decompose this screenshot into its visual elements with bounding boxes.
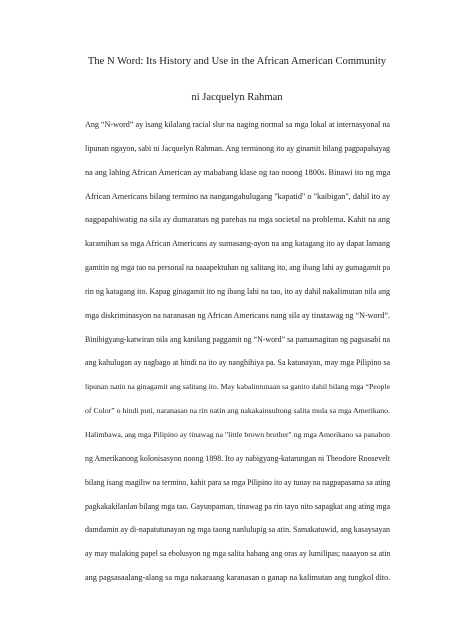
paragraph-line: lipunan ngayon, sabi ni Jacquelyn Rahman. Ang terminong ito ay ginamit bilang pagpapahayag [85, 143, 390, 153]
paragraph-line: damdamin ay di-napatutunayan ng mga taong nanlulupig sa atin. Samakatuwid, ang kasaysayan [85, 525, 391, 535]
paragraph-line: African Americans bilang termino na nangangahulugang "kapatid" o "kaibigan", dahil ito ay [85, 191, 390, 201]
paragraph-line: ng Amerikanong kolonisasyon noong 1898. Ito ay nabigyang-katarungan ni Theodore Roosevelt [85, 453, 390, 463]
paragraph-line: gamitin ng mga tao na personal na naaapektuhan ng salitang ito, ang ibang lahi ay gumagamit pa [85, 263, 391, 273]
document-title: The N Word: Its History and Use in the African American Community [87, 56, 387, 67]
paragraph-line: na ang lahing African American ay mababang klase ng tao noong 1800s. Binawi ito ng mga [85, 167, 391, 177]
paragraph-line: lipunan natin na ginagamit ang salitang ito. May kabalintunaan sa ganito dahil bilang mga “People [85, 382, 390, 392]
paragraph-line: Ang “N-word” ay isang kilalang racial slur na naging normal sa mga lokal at internasyonal na [85, 120, 390, 129]
body-paragraph [85, 118, 390, 595]
paragraph-line: mga diskriminasyon na naranasan ng African Americans nang sila ay tinatawag ng “N-word”. [85, 310, 390, 320]
paragraph-line: pagkakakilanlan bilang mga tao. Gayunpaman, tinawag pa rin tayo nito sapagkat ang ating mga [85, 501, 390, 511]
paragraph-line: rin ng katagang ito. Kapag ginagamit ito ng ibang lahi na tao, ito ay dahil nakalimutan nila ang [85, 286, 390, 296]
paragraph-line: karamihan sa mga African Americans ay sumasang-ayon na ang katagang ito ay dapat lamang [85, 239, 390, 249]
paragraph-line: Binibigyang-katwiran nila ang kanilang paggamit ng “N-word” sa pamamagitan ng pagsasabi na [85, 334, 390, 344]
paragraph-line: Halimbawa, ang mga Pilipino ay tinawag na "little brown brother" ng mga Amerikano sa panahon [85, 429, 390, 439]
paragraph-line: bilang isang magiliw na termino, kahit para sa mga Pilipino ito ay tunay na nagpapasama sa ating [85, 477, 391, 487]
paragraph-line: ang pagsasaalang-alang sa mga nakaraang karanasan o ganap na kalimutan ang tungkol dito. [85, 573, 391, 583]
paragraph-line: ang kahulugan ay nagbago at hindi na ito ay nanghihiya pa. Sa katunayan, may mga Pilipino sa [85, 358, 390, 368]
paragraph-line: nagpapahiwatig na sila ay dumaranas ng parehas na mga societal na problema. Kahit na ang [85, 215, 390, 225]
document-author: ni Jacquelyn Rahman [191, 92, 283, 103]
paragraph-line: of Color” o hindi puti, naranasan na rin natin ang nakakainsultong salita mula sa mga Amerikano. [85, 406, 390, 416]
paragraph-line: ay may malaking papel sa ebolusyon ng mga salita habang ang oras ay lumilipas; naaayon sa atin [85, 549, 391, 559]
